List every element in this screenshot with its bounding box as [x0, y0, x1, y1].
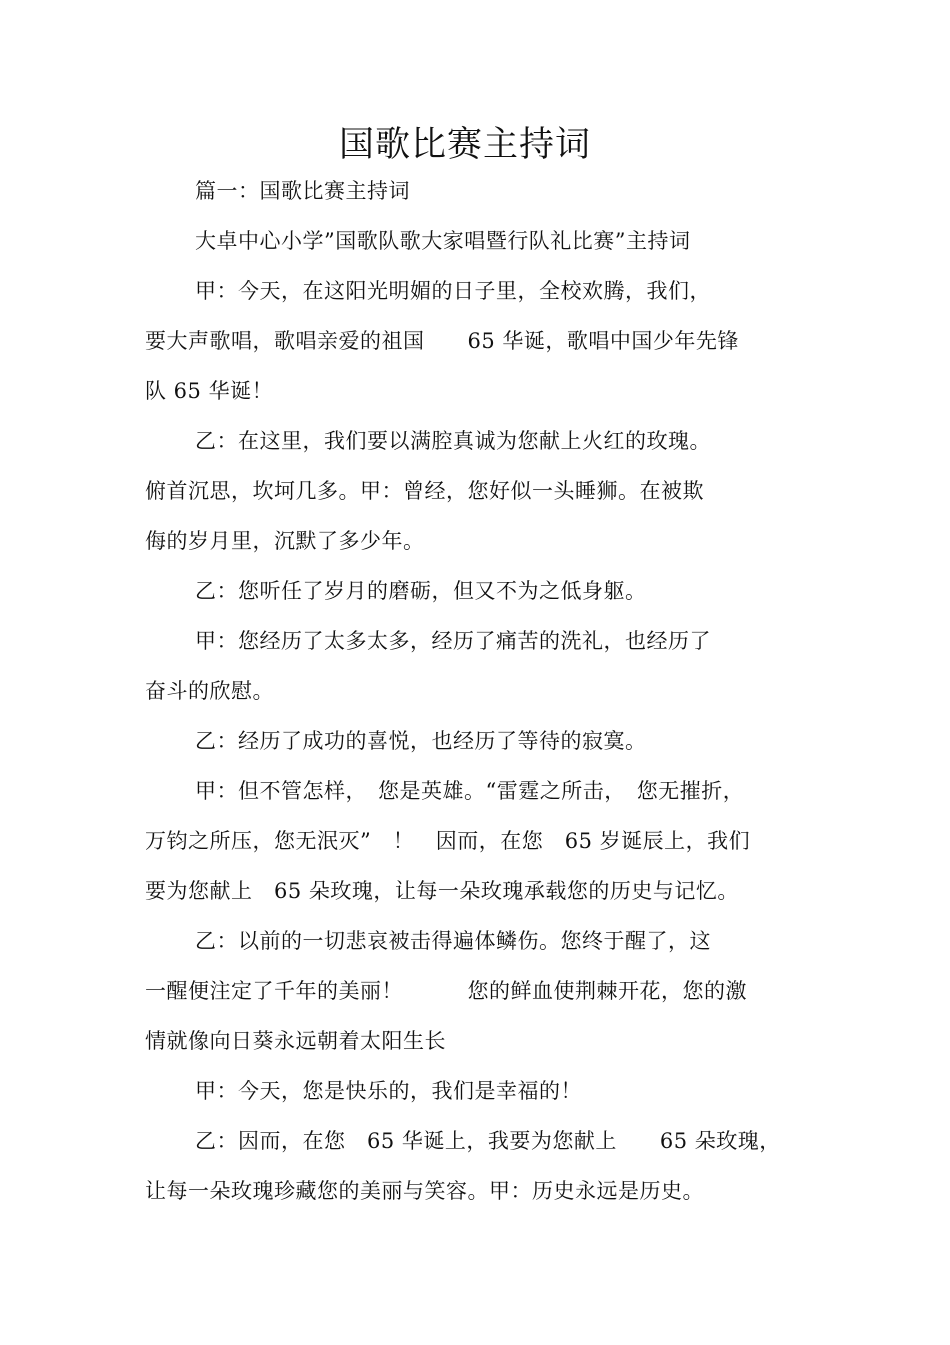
document-title: 国歌比赛主持词 — [338, 125, 591, 165]
section-heading: 篇一：国歌比赛主持词 — [195, 179, 410, 203]
text-line: 甲：但不管怎样， 您是英雄。“雷霆之所击， 您无摧折， — [195, 779, 745, 803]
text-line: 一醒便注定了千年的美丽！ 您的鲜血使荆棘开花，您的激 — [145, 979, 747, 1003]
text-line: 甲：今天，在这阳光明媚的日子里，全校欢腾，我们， — [195, 279, 711, 303]
text-line: 乙：因而，在您 65 华诞上，我要为您献上 65 朵玫瑰， — [195, 1129, 781, 1153]
text-line: 乙：您听任了岁月的磨砺，但又不为之低身躯。 — [195, 579, 647, 603]
text-line: 队 65 华诞！ — [145, 379, 274, 403]
text-line: 甲：今天，您是快乐的，我们是幸福的！ — [195, 1079, 582, 1103]
text-line: 奋斗的欣慰。 — [145, 679, 274, 703]
subheading: 大卓中心小学”国歌队歌大家唱暨行队礼比赛”主持词 — [195, 229, 691, 253]
text-line: 乙：经历了成功的喜悦，也经历了等待的寂寞。 — [195, 729, 647, 753]
text-line: 万钧之所压，您无泯灭” ！ 因而，在您 65 岁诞辰上，我们 — [145, 829, 751, 853]
text-line: 甲：您经历了太多太多，经历了痛苦的洗礼，也经历了 — [195, 629, 711, 653]
text-line: 要大声歌唱，歌唱亲爱的祖国 65 华诞，歌唱中国少年先锋 — [145, 329, 739, 353]
text-line: 让每一朵玫瑰珍藏您的美丽与笑容。甲：历史永远是历史。 — [145, 1179, 704, 1203]
text-line: 乙：以前的一切悲哀被击得遍体鳞伤。您终于醒了，这 — [195, 929, 711, 953]
text-line: 侮的岁月里，沉默了多少年。 — [145, 529, 425, 553]
text-line: 乙：在这里，我们要以满腔真诚为您献上火红的玫瑰。 — [195, 429, 711, 453]
text-line: 要为您献上 65 朵玫瑰，让每一朵玫瑰承载您的历史与记忆。 — [145, 879, 739, 903]
text-line: 俯首沉思，坎坷几多。甲：曾经，您好似一头睡狮。在被欺 — [145, 479, 704, 503]
text-line: 情就像向日葵永远朝着太阳生长 — [145, 1029, 446, 1053]
